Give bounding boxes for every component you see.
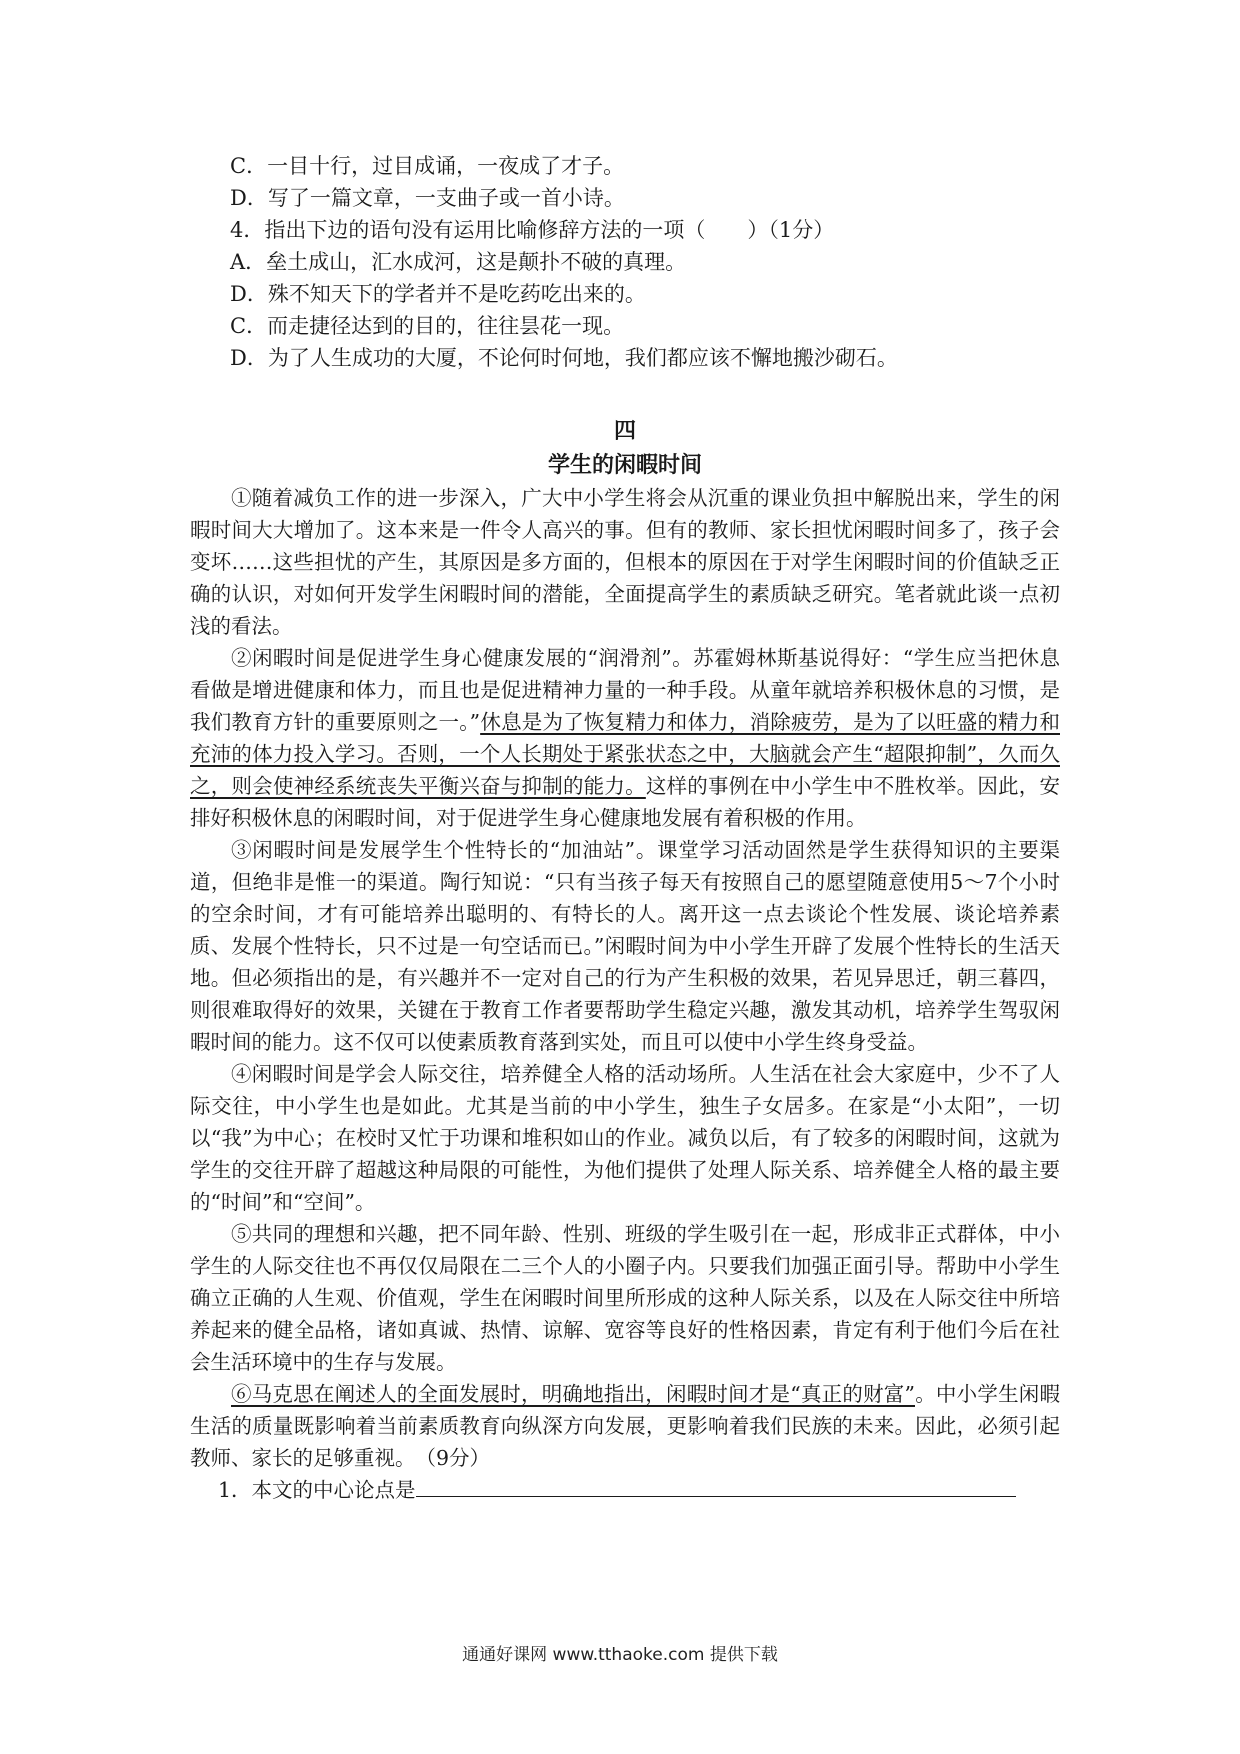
question-4-option-a: A．垒土成山，汇水成河，这是颠扑不破的真理。 — [230, 250, 687, 274]
question-4-stem: 4．指出下边的语句没有运用比喻修辞方法的一项（ ）（1分） — [230, 218, 835, 242]
paragraph-6-underlined: ⑥马克思在阐述人的全面发展时，明确地指出，闲暇时间才是“真正的财富” — [231, 1382, 915, 1406]
paragraph-6 — [190, 1378, 1060, 1474]
paragraph-2-end: 这样的事例在中小学生中不胜枚举。因此，安排好积极休息的闲暇时间，对于促进学生身心健康地发展有着积极的作用。 — [190, 774, 1060, 830]
question-1-stem: 1．本文的中心论点是 — [218, 1478, 416, 1502]
question-4-option-b: D．殊不知天下的学者并不是吃药吃出来的。 — [230, 282, 646, 306]
paragraph-2-underlined: 休息是为了恢复精力和体力，消除疲劳，是为了以旺盛的精力和充沛的体力投入学习。否则，一个人长期处于紧张状态之中，大脑就会产生“超限抑制”，久而久之，则会使神经系统丧失平衡兴奋与抑制的能力。 — [190, 710, 1060, 798]
paragraph-2-intro: ②闲暇时间是促进学生身心健康发展的“润滑剂”。苏霍姆林斯基说得好：“学生应当把休息看做是增进健康和体力，而且也是促进精神力量的一种手段。从童年就培养积极休息的习惯，是我们教育方针的重要原则之一。” — [190, 646, 1060, 734]
answer-blank-line[interactable] — [416, 1474, 1016, 1497]
option-c-q3: C．一目十行，过目成诵，一夜成了才子。 — [230, 154, 625, 178]
option-d-q3: D．写了一篇文章，一支曲子或一首小诗。 — [230, 186, 625, 210]
question-4-option-c: C．而走捷径达到的目的，往往昙花一现。 — [230, 314, 625, 338]
paragraph-3: ③闲暇时间是发展学生个性特长的“加油站”。课堂学习活动固然是学生获得知识的主要渠道，但绝非是惟一的渠道。陶行知说：“只有当孩子每天有按照自己的愿望随意使用5～7个小时的空余时间，才有可能培养出聪明的、有特长的人。离开这一点去谈论个性发展、谈论培养素质、发展个性特长，只不过是一句空话而已。”闲暇时间为中小学生开辟了发展个性特长的生活天地。但必须指出的是，有兴趣并不一定对自己的行为产生积极的效果，若见异思迁，朝三暮四，则很难取得好的效果，关键在于教育工作者要帮助学生稳定兴趣，激发其动机，培养学生驾驭闲暇时间的能力。这不仅可以使素质教育落到实处，而且可以使中小学生终身受益。 — [190, 838, 1060, 1054]
paragraph-5: ⑤共同的理想和兴趣，把不同年龄、性别、班级的学生吸引在一起，形成非正式群体，中小学生的人际交往也不再仅仅局限在二三个人的小圈子内。只要我们加强正面引导。帮助中小学生确立正确的人生观、价值观，学生在闲暇时间里所形成的这种人际关系，以及在人际交往中所培养起来的健全品格，诸如真诚、热情、谅解、宽容等良好的性格因素，肯定有利于他们今后在社会生活环境中的生存与发展。 — [190, 1222, 1060, 1374]
paragraph-4: ④闲暇时间是学会人际交往，培养健全人格的活动场所。人生活在社会大家庭中，少不了人际交往，中小学生也是如此。尤其是当前的中小学生，独生子女居多。在家是“小太阳”，一切以“我”为中心；在校时又忙于功课和堆积如山的作业。减负以后，有了较多的闲暇时间，这就为学生的交往开辟了超越这种局限的可能性，为他们提供了处理人际关系、培养健全人格的最主要的“时间”和“空间”。 — [190, 1062, 1060, 1214]
question-1 — [190, 1474, 1060, 1506]
section-spacer — [190, 374, 1060, 414]
section-number: 四 — [613, 418, 636, 444]
question-4-option-d: D．为了人生成功的大厦，不论何时何地，我们都应该不懈地搬沙砌石。 — [230, 346, 898, 370]
page-footer: 通通好课网 www.tthaoke.com 提供下载 — [462, 1645, 778, 1665]
document-page — [190, 150, 1060, 1506]
paragraph-2 — [190, 642, 1060, 834]
paragraph-6-end: 。中小学生闲暇生活的质量既影响着当前素质教育向纵深方向发展，更影响着我们民族的未来。因此，必须引起教师、家长的足够重视。 （9分） — [190, 1382, 1060, 1470]
article-title: 学生的闲暇时间 — [547, 452, 702, 478]
paragraph-1: ①随着减负工作的进一步深入，广大中小学生将会从沉重的课业负担中解脱出来，学生的闲暇时间大大增加了。这本来是一件令人高兴的事。但有的教师、家长担忧闲暇时间多了，孩子会变坏……这些担忧的产生，其原因是多方面的，但根本的原因在于对学生闲暇时间的价值缺乏正确的认识，对如何开发学生闲暇时间的潜能，全面提高学生的素质缺乏研究。笔者就此谈一点初浅的看法。 — [190, 486, 1060, 638]
